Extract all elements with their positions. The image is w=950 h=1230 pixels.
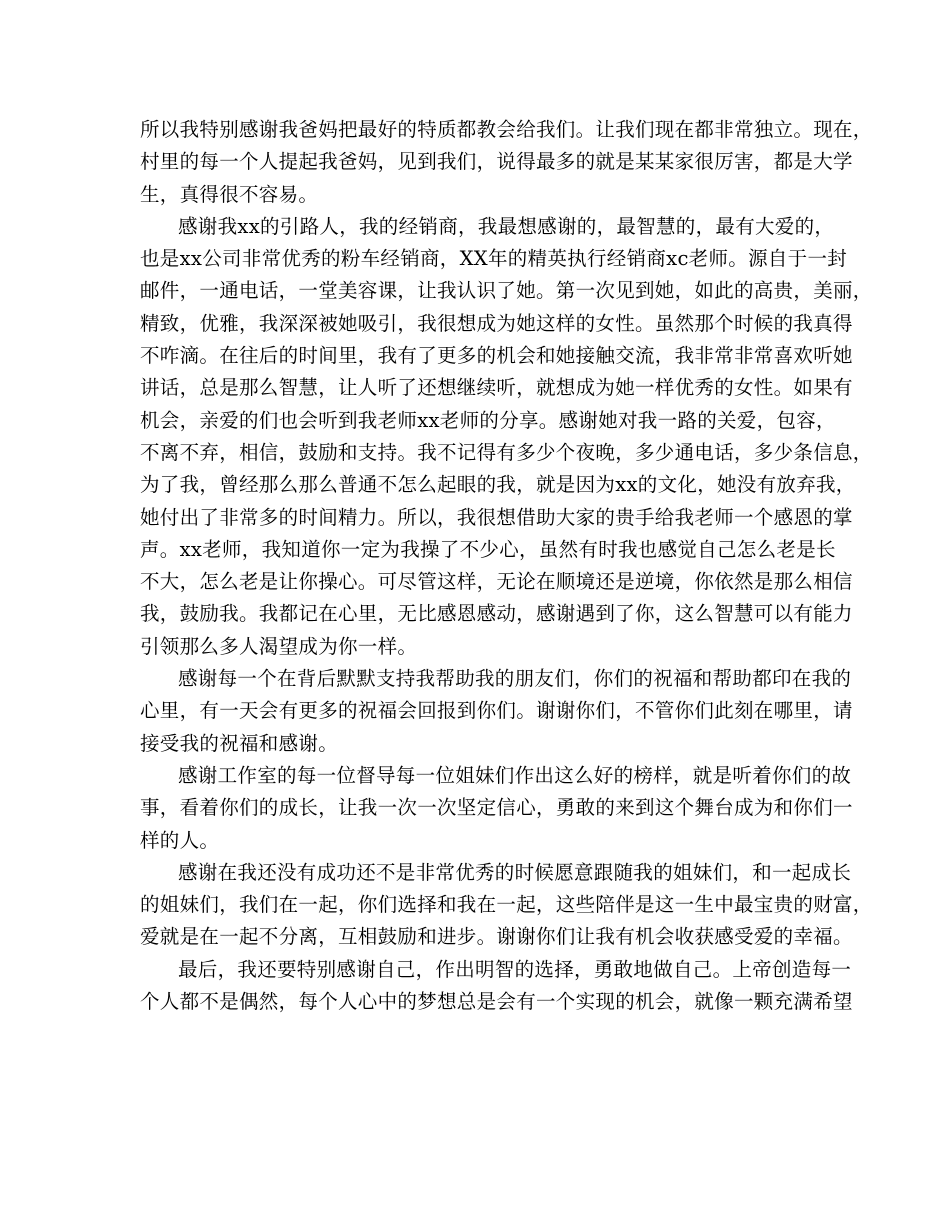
text-line: 样的人。 <box>140 828 220 852</box>
paragraph-first-line: 最后，我还要特别感谢自己，作出明智的选择，勇敢地做自己。上帝创造每一 <box>178 957 852 981</box>
text-line: 生，真得很不容易。 <box>140 182 319 206</box>
text-line: 也是xx公司非常优秀的粉车经销商，XX年的精英执行经销商xc老师。源自于一封 <box>140 247 848 271</box>
text-line: 声。xx老师，我知道你一定为我操了不少心，虽然有时我也感觉自己怎么老是长 <box>140 537 836 561</box>
text-line: 接受我的祝福和感谢。 <box>140 731 339 755</box>
text-line: 为了我，曾经那么那么普通不怎么起眼的我，就是因为xx的文化，她没有放弃我， <box>140 473 856 497</box>
text-line: 事，看着你们的成长，让我一次一次坚定信心，勇敢的来到这个舞台成为和你们一 <box>140 796 853 820</box>
text-line: 引领那么多人渴望成为你一样。 <box>140 634 418 658</box>
paragraph-first-line: 感谢工作室的每一位督导每一位姐妹们作出这么好的榜样，就是听着你们的故 <box>178 763 852 787</box>
paragraph-first-line: 感谢在我还没有成功还不是非常优秀的时候愿意跟随我的姐妹们，和一起成长 <box>178 860 852 884</box>
document-page <box>140 114 873 1018</box>
text-line: 我，鼓励我。我都记在心里，无比感恩感动，感谢遇到了你，这么智慧可以有能力 <box>140 602 853 626</box>
text-line: 机会，亲爱的们也会听到我老师xx老师的分享。感谢她对我一路的关爱，包容， <box>140 408 836 432</box>
text-line: 精致，优雅，我深深被她吸引，我很想成为她这样的女性。虽然那个时候的我真得 <box>140 311 853 335</box>
text-line: 不大，怎么老是让你操心。可尽管这样，无论在顺境还是逆境，你依然是那么相信 <box>140 570 853 594</box>
text-line: 讲话，总是那么智慧，让人听了还想继续听，就想成为她一样优秀的女性。如果有 <box>140 376 853 400</box>
paragraph-first-line: 感谢我xx的引路人，我的经销商，我最想感谢的，最智慧的，最有大爱的， <box>178 214 835 238</box>
text-line: 爱就是在一起不分离，互相鼓励和进步。谢谢你们让我有机会收获感受爱的幸福。 <box>140 925 853 949</box>
text-line: 不咋滴。在往后的时间里，我有了更多的机会和她接触交流，我非常非常喜欢听她 <box>140 344 853 368</box>
text-line: 邮件，一通电话，一堂美容课，让我认识了她。第一次见到她，如此的高贵，美丽， <box>140 279 873 303</box>
text-line: 村里的每一个人提起我爸妈，见到我们，说得最多的就是某某家很厉害，都是大学 <box>140 150 853 174</box>
text-line: 她付出了非常多的时间精力。所以，我很想借助大家的贵手给我老师一个感恩的掌 <box>140 505 853 529</box>
text-line: 的姐妹们，我们在一起，你们选择和我在一起，这些陪伴是这一生中最宝贵的财富， <box>140 893 873 917</box>
text-line: 心里，有一天会有更多的祝福会回报到你们。谢谢你们，不管你们此刻在哪里，请 <box>140 699 853 723</box>
text-line: 个人都不是偶然，每个人心中的梦想总是会有一个实现的机会，就像一颗充满希望 <box>140 990 853 1014</box>
text-line: 所以我特别感谢我爸妈把最好的特质都教会给我们。让我们现在都非常独立。现在， <box>140 118 873 141</box>
paragraph-first-line: 感谢每一个在背后默默支持我帮助我的朋友们，你们的祝福和帮助都印在我的 <box>178 667 852 691</box>
text-line: 不离不弃，相信，鼓励和支持。我不记得有多少个夜晚，多少通电话，多少条信息， <box>140 440 873 464</box>
